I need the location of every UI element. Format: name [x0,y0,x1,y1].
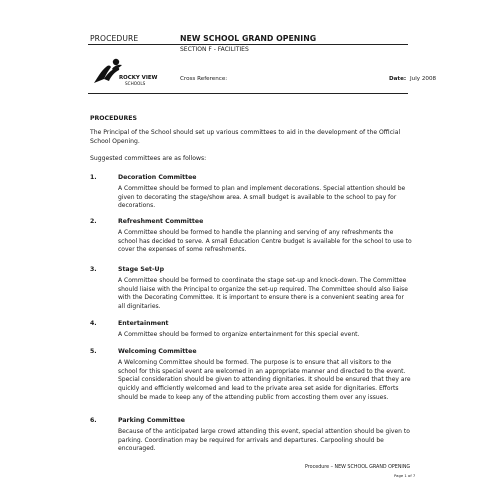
intro-paragraph: The Principal of the School should set up various committees to aid in the development of the Official School Opening. [90,129,401,146]
rocky-view-schools-logo [92,57,172,89]
committee-text: A Committee should be formed to organize entertainment for this special event. [118,331,360,338]
date-value: July 2008 [410,76,437,82]
committee-text: A Welcoming Committee should be formed. The purpose is to ensure that all visitors to the school for this special event are welcomed in an appropriate manner and directed to the event. Special consideration should be given to attending dignitaries. It should be ensured that they are quickly and efficiently welcomed and lead to the private area set aside for dignitaries. Efforts should be made to keep any of the attending public from accosting them over any issues. [118,359,411,401]
committee-text: A Committee should be formed to plan and implement decorations. Special attention should be given to decorating the stage/show area. A small budget is available to the school to pay for decorations. [118,185,406,210]
section-label: SECTION F - FACILITIES [180,46,249,53]
footer-page-number: Page 1 of 7 [394,473,416,478]
procedures-heading: PROCEDURES [90,115,137,122]
committee-number: 5. [90,348,97,355]
cross-reference-label: Cross Reference: [180,76,228,82]
header-rule-bottom [88,93,408,94]
committee-number: 3. [90,266,97,273]
procedure-label: PROCEDURE [90,34,139,43]
committee-text: Because of the anticipated large crowd attending this event, special attention should be given to parking. Coordination may be required for arrivals and departures. Carpooling should be encouraged. [118,428,410,453]
logo-line2: SCHOOLS [125,81,146,86]
committee-number: 6. [90,417,97,424]
committee-title: Stage Set-Up [118,266,165,273]
document-title: NEW SCHOOL GRAND OPENING [180,34,317,43]
committee-text: A Committee should be formed to coordinate the stage set-up and knock-down. The Committee should liaise with the Principal to organize the set-up required. The Committee should also liaise with the Decorating Committee. It is important to ensure there is a convenient seating area for all dignitaries. [118,277,408,311]
committee-number: 2. [90,218,97,225]
header-rule-top [88,44,408,45]
committee-text: A Committee should be formed to handle the planning and serving of any refreshments the school has decided to serve. A small Education Centre budget is available for the school to use to cover the expenses of some refreshments. [118,229,412,254]
committee-title: Welcoming Committee [118,348,197,355]
suggested-paragraph: Suggested committees are as follows: [90,155,207,162]
logo-line1: ROCKY VIEW [119,75,158,81]
committee-title: Parking Committee [118,417,185,424]
committee-title: Entertainment [118,320,169,327]
committee-number: 4. [90,320,97,327]
rocky-view-schools-logo-icon [92,57,172,89]
committee-number: 1. [90,174,97,181]
committee-title: Refreshment Committee [118,218,204,225]
committee-title: Decoration Committee [118,174,197,181]
footer-title: Procedure – NEW SCHOOL GRAND OPENING [305,465,411,470]
date-label: Date: [389,76,407,82]
